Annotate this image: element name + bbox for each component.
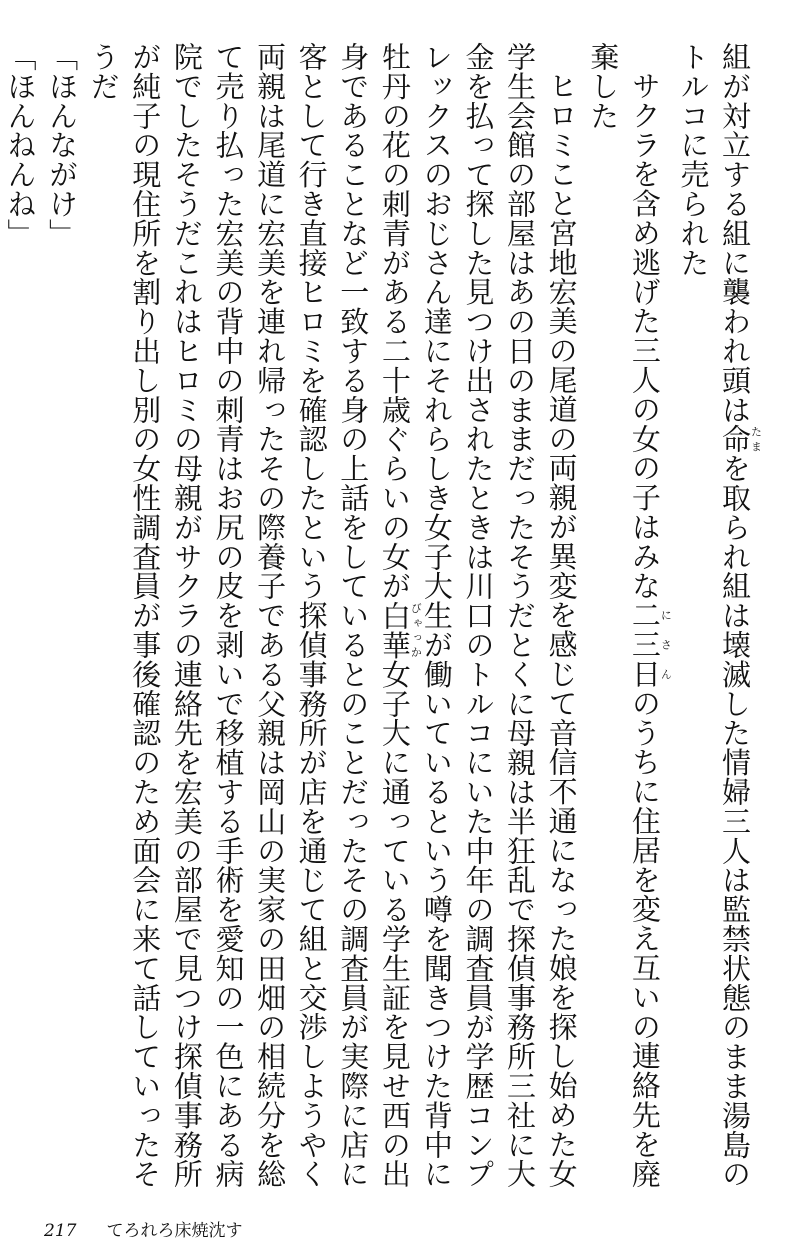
dialogue-line-2: 「ほんねんね」	[3, 42, 38, 248]
paragraph-1	[672, 42, 762, 1192]
novel-text-block	[3, 42, 763, 1192]
para1-s3: 情婦三人は監禁状態のまま湯島のトルコに売られた	[676, 42, 752, 1189]
para3-s14: 別の女性調査員が事後確認のため面会に来て話していったそうだ	[86, 42, 163, 1189]
page-footer	[44, 1216, 242, 1241]
para3-s5: 中年の調査員が学歴コンプレックスのおじさん達にそれらしき女子大生が働いているという噂を聞きつけた	[419, 42, 496, 1189]
para3-s8: 西の出身であることなど一致する身の上話をしているとのことだった	[336, 42, 412, 1189]
para3-s2: 女学生会館の部屋はあの日のままだったそうだ	[503, 42, 579, 1189]
para3-s3: とくに母親は半狂乱で探偵事務所三社に大金を払って探した	[461, 42, 538, 1189]
para3-s4: 見つけ出されたときは川口のトルコにいた	[461, 277, 496, 836]
dialogue-line-1: 「ほんながけ」	[45, 42, 80, 248]
para3-s1: ヒロミこと宮地宏美の尾道の両親が異変を感じて音信不通になった娘を探し始めた	[544, 71, 579, 1159]
para3-s11: その際養子である父親は岡山の実家の田畑の相続分を総て売り払った	[211, 42, 288, 1189]
paragraph-3	[82, 42, 582, 1192]
book-title: てろれろ床焼沈す	[106, 1221, 243, 1241]
ruby-tama: 命たま	[718, 424, 763, 454]
ruby-byakka: 白華びゃっか	[377, 600, 423, 660]
para3-s6: 背中に牡丹の花の刺青がある二十歳ぐらいの女が	[377, 42, 454, 1189]
para3-s12: 宏美の背中の刺青はお尻の皮を剥いで移植する手術を愛知の一色にある病院でしたそうだ	[169, 42, 246, 1189]
para2-s2: のうちに住居を変え互いの連絡先を廃棄した	[586, 42, 662, 1189]
paragraph-2	[582, 42, 672, 1192]
para3-s10: 探偵事務所が店を通じて組と交渉しようやく両親は尾道に宏美を連れ帰った	[253, 42, 329, 1189]
ruby-nisan: 二三日にさん	[627, 600, 673, 689]
para1-s1: 組が対立する組に襲われ頭は	[718, 42, 752, 425]
para1-s2: を取られ組は壊滅した	[718, 453, 752, 748]
para3-s13: これはヒロミの母親がサクラの連絡先を宏美の部屋で見つけ探偵事務所が純子の現住所を割り出し	[128, 42, 204, 1189]
para3-s9: その調査員が実際に店に客として行き直接ヒロミを確認したという	[294, 42, 371, 1189]
page-number: 217	[44, 1221, 77, 1241]
para2-s1: サクラを含め逃げた三人の女の子はみな	[627, 71, 662, 601]
para3-s7: 女子大に通っている学生証を見せ	[377, 659, 412, 1101]
